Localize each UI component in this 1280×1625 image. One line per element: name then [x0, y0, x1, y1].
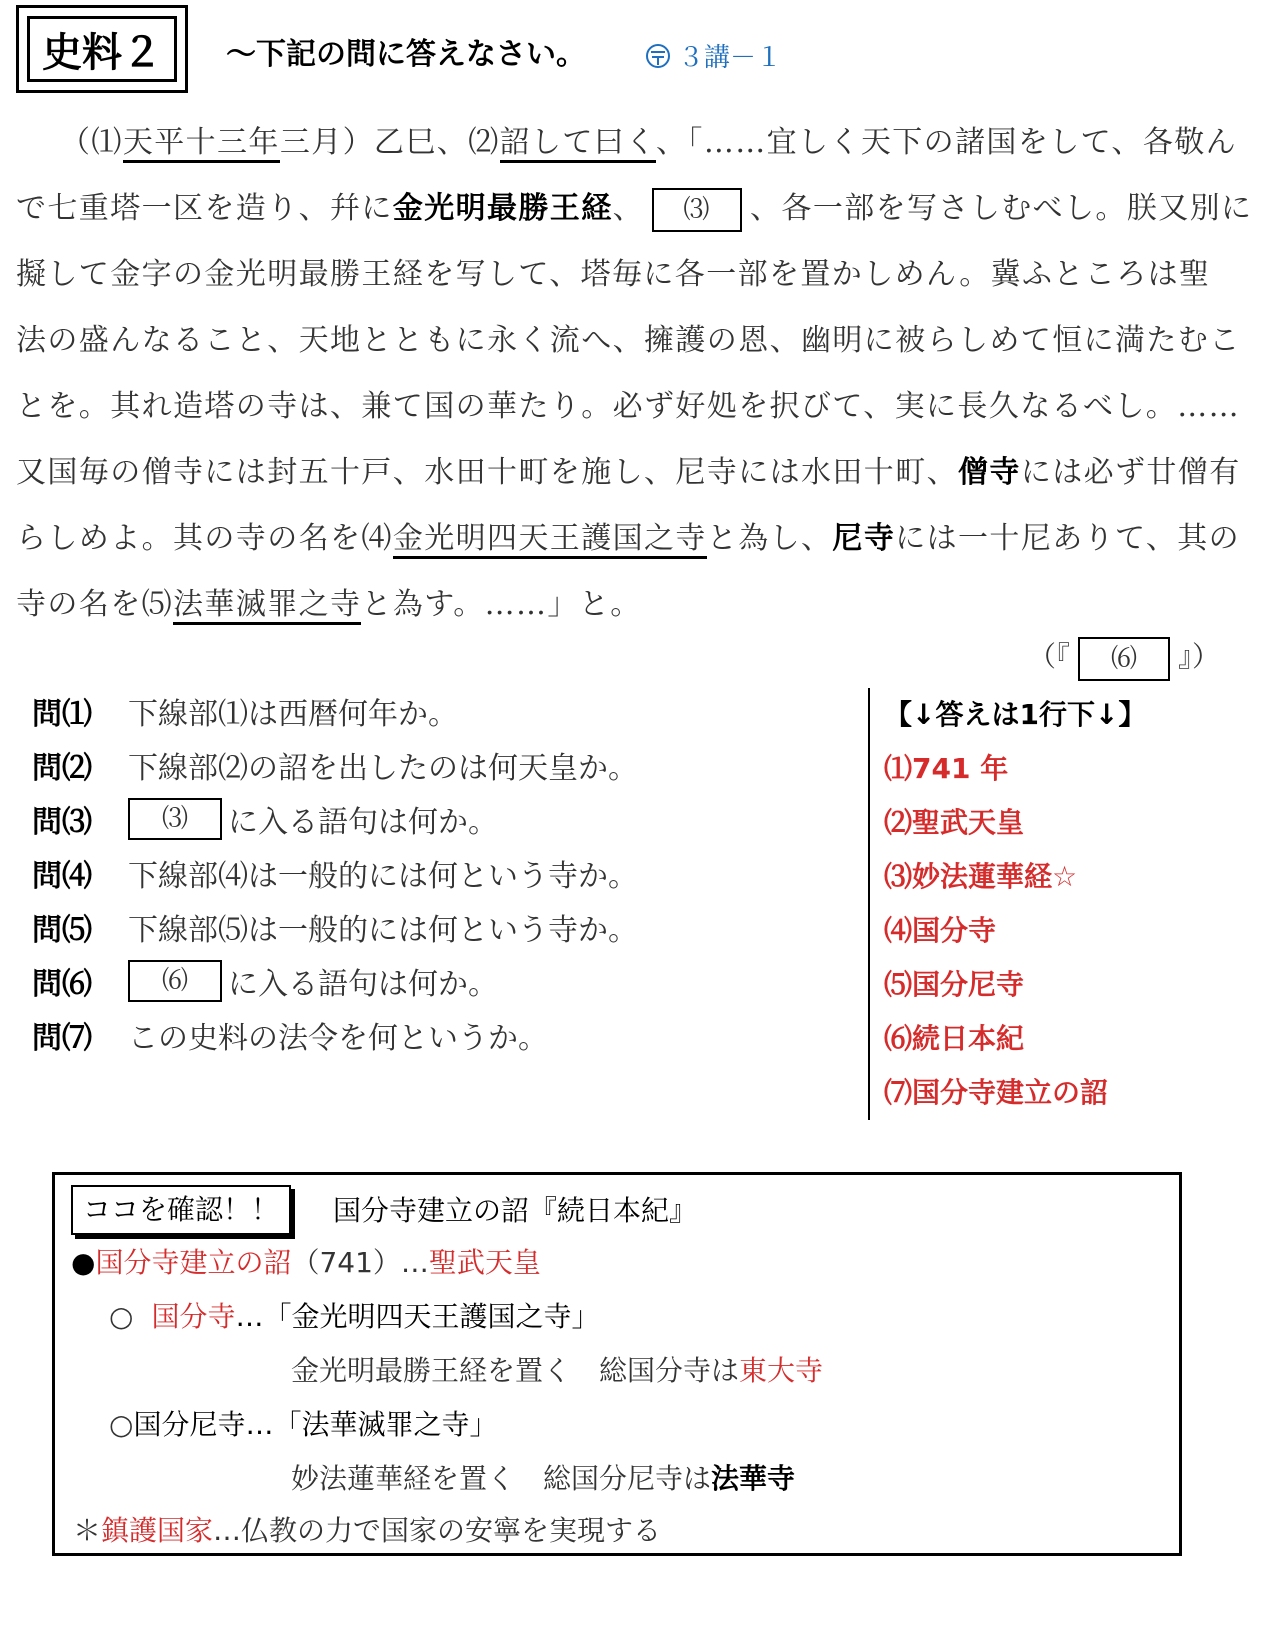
question-blank-box: ⑹ — [128, 960, 222, 1002]
answer-list — [884, 690, 1264, 1122]
passage-line-5: とを。其れ造塔の寺は、兼て国の華たり。必ず好処を択びて、実に長久なるべし。…… — [16, 389, 1240, 424]
summary-label: ココを確認！！ — [71, 1185, 291, 1235]
underline-2: 詔して曰く — [500, 125, 656, 163]
summary-line-4: ○国分尼寺…「法華滅罪之寺」 — [109, 1408, 498, 1441]
passage-line-7: らしめよ。其の寺の名を⑷金光明四天王護国之寺と為し、尼寺には一十尼ありて、其の — [16, 514, 1266, 580]
summary-line-6: ＊鎮護国家…仏教の力で国家の安寧を実現する — [73, 1514, 662, 1547]
circle-bullet-icon: ○ — [109, 1300, 134, 1333]
badge-label: 史料２ — [27, 16, 177, 82]
question-5: 問⑸ 下線部⑸は一般的には何という寺か。 — [32, 913, 638, 948]
blank-3-box: ⑶ — [652, 188, 742, 232]
question-3: 問⑶ ⑶ に入る語句は何か。 — [32, 798, 832, 852]
question-6: 問⑹ ⑹ に入る語句は何か。 — [32, 960, 832, 1014]
answer-2: ⑵聖武天皇 — [884, 806, 1025, 839]
instruction-text: ～下記の問に答えなさい。 — [226, 37, 586, 72]
lecture-reference — [646, 37, 782, 74]
question-7: 問⑺ この史料の法令を何というか。 — [32, 1021, 548, 1056]
answer-5: ⑸国分尼寺 — [884, 968, 1025, 1001]
bullet-icon: ● — [71, 1246, 96, 1279]
passage-line-4: 法の盛んなること、天地とともに永く流へ、擁護の恩、幽明に被らしめて恒に満たむこ — [16, 323, 1241, 358]
circle-bullet-icon: ○ — [109, 1408, 134, 1441]
answer-heading: 【↓答えは1行下↓】 — [884, 698, 1147, 731]
answer-1: ⑴741 年 — [884, 752, 1009, 785]
summary-line-3: 金光明最勝王経を置く 総国分寺は東大寺 — [291, 1354, 824, 1387]
answer-6: ⑹続日本紀 — [884, 1022, 1025, 1055]
question-2: 問⑵ 下線部⑵の詔を出したのは何天皇か。 — [32, 751, 638, 786]
answer-7: ⑺国分寺建立の詔 — [884, 1076, 1109, 1109]
reference-label: ３講－１ — [678, 43, 783, 73]
passage-line-8: 寺の名を⑸法華滅罪之寺と為す。……」と。 — [16, 580, 1266, 646]
answer-3: ⑶妙法蓮華経☆ — [884, 860, 1078, 893]
question-4: 問⑷ 下線部⑷は一般的には何という寺か。 — [32, 859, 638, 894]
underline-5: 法華滅罪之寺 — [173, 587, 361, 625]
passage-line-6: 又国毎の僧寺には封五十戸、水田十町を施し、尼寺には水田十町、僧寺には必ず廿僧有 — [16, 455, 1241, 490]
blank-6-box: ⑹ — [1078, 637, 1170, 681]
question-1: 問⑴ 下線部⑴は西暦何年か。 — [32, 697, 458, 732]
postal-mark-icon — [646, 44, 670, 68]
summary-line-1: ●国分寺建立の詔（741）…聖武天皇 — [71, 1246, 541, 1279]
summary-box — [52, 1172, 1182, 1556]
passage-line-2: で七重塔一区を造り、幷に金光明最勝王経、 ⑶ 、各一部を写さしむべし。朕又別に — [16, 184, 1266, 250]
document-badge — [16, 5, 188, 93]
question-list — [32, 690, 832, 1068]
summary-title: 国分寺建立の詔『続日本紀』 — [333, 1194, 698, 1227]
answer-4: ⑷国分寺 — [884, 914, 997, 947]
summary-line-5: 妙法蓮華経を置く 総国分尼寺は法華寺 — [291, 1462, 796, 1495]
passage-line-1: （⑴天平十三年三月）乙巳、⑵詔して曰く、「……宜しく天下の諸国をして、各敬ん — [16, 118, 1266, 184]
question-blank-box: ⑶ — [128, 798, 222, 840]
answer-divider — [868, 688, 870, 1120]
summary-line-2: ○ 国分寺…「金光明四天王護国之寺」 — [109, 1300, 600, 1333]
source-citation: （『 ⑹ 』） — [1028, 635, 1220, 681]
underline-4: 金光明四天王護国之寺 — [393, 521, 707, 559]
header — [16, 5, 1264, 97]
passage-line-3: 擬して金字の金光明最勝王経を写して、塔毎に各一部を置かしめん。冀ふところは聖 — [16, 257, 1211, 292]
source-passage — [16, 118, 1266, 646]
underline-1: 天平十三年 — [123, 125, 280, 163]
